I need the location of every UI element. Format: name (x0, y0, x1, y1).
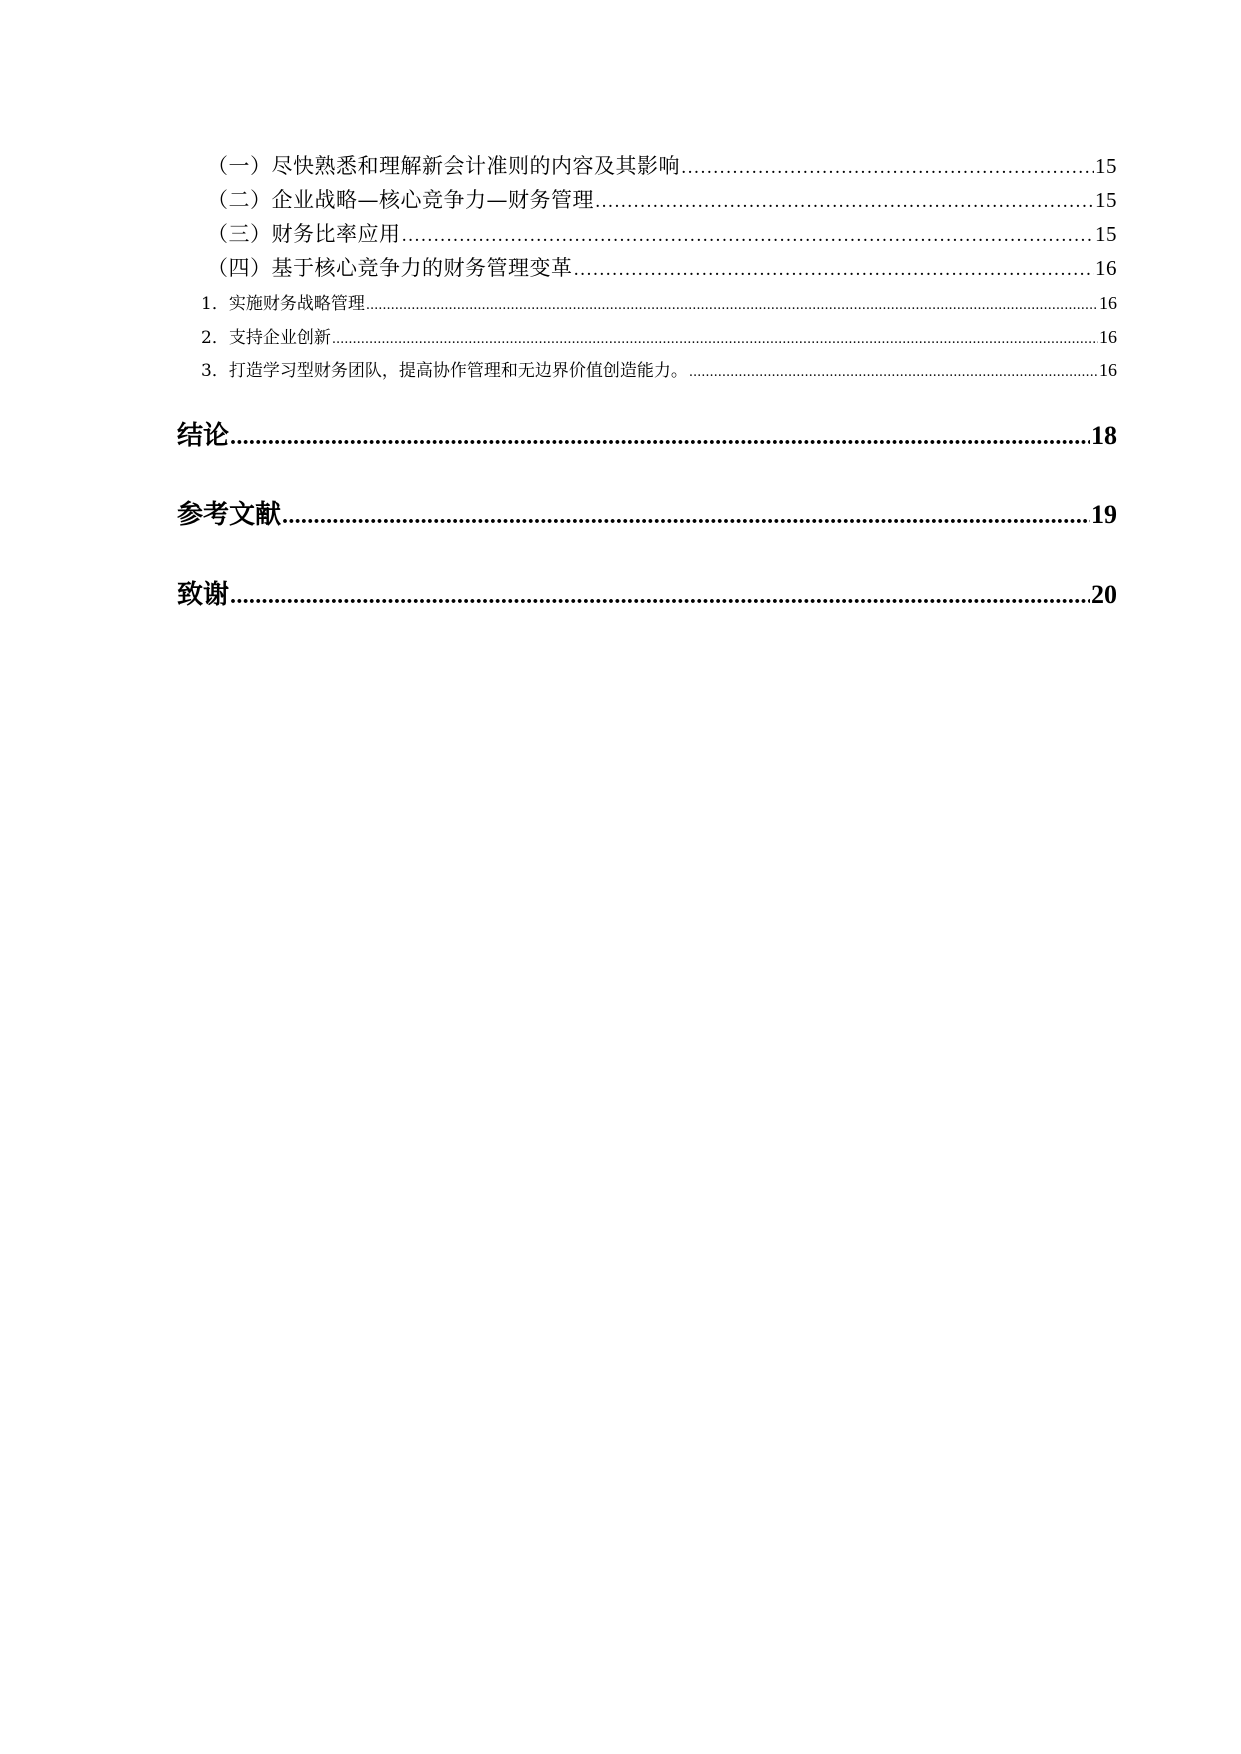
toc-entry-title: 3．打造学习型财务团队，提高协作管理和无边界价值创造能力。 (201, 361, 688, 381)
dot-leader (332, 332, 1098, 347)
dot-leader (230, 424, 1090, 451)
toc-entry-subsection-1[interactable] (201, 289, 1117, 314)
dot-leader (595, 192, 1094, 212)
toc-entry-page: 20 (1091, 580, 1117, 609)
toc-entry-title: （四）基于核心竞争力的财务管理变革 (207, 256, 573, 280)
toc-entry-page: 15 (1095, 154, 1117, 178)
toc-entry-page: 16 (1099, 360, 1117, 380)
toc-entry-chapter-conclusion[interactable] (177, 415, 1117, 452)
toc-entry-page: 15 (1095, 222, 1117, 246)
toc-entry-title: 1．实施财务战略管理 (201, 294, 365, 314)
dot-leader (230, 583, 1090, 610)
toc-entry-title: （一）尽快熟悉和理解新会计准则的内容及其影响 (207, 154, 680, 178)
toc-entry-chapter-references[interactable] (177, 494, 1117, 531)
toc-entry-section-1[interactable] (207, 150, 1117, 180)
dot-leader (282, 503, 1090, 530)
toc-entry-subsection-3[interactable] (201, 356, 1117, 381)
toc-entry-title: 致谢 (177, 580, 230, 610)
toc-entry-page: 16 (1099, 293, 1117, 313)
toc-entry-section-3[interactable] (207, 218, 1117, 248)
toc-entry-subsection-2[interactable] (201, 323, 1117, 348)
dot-leader (689, 365, 1098, 380)
dot-leader (366, 298, 1098, 313)
toc-entry-section-2[interactable] (207, 184, 1117, 214)
toc-entry-page: 16 (1095, 256, 1117, 280)
toc-entry-page: 18 (1091, 421, 1117, 450)
toc-entry-section-4[interactable] (207, 252, 1117, 282)
toc-entry-title: 2．支持企业创新 (201, 328, 331, 348)
toc-entry-title: （二）企业战略—核心竞争力—财务管理 (207, 188, 594, 212)
toc-entry-page: 16 (1099, 327, 1117, 347)
toc-entry-title: （三）财务比率应用 (207, 222, 401, 246)
dot-leader (574, 260, 1095, 280)
toc-entry-title: 参考文献 (177, 500, 282, 530)
toc-entry-page: 19 (1091, 500, 1117, 529)
dot-leader (402, 226, 1095, 246)
toc-entry-page: 15 (1095, 188, 1117, 212)
toc-entry-title: 结论 (177, 421, 230, 451)
toc-entry-chapter-acknowledgements[interactable] (177, 574, 1117, 611)
dot-leader (681, 158, 1094, 178)
